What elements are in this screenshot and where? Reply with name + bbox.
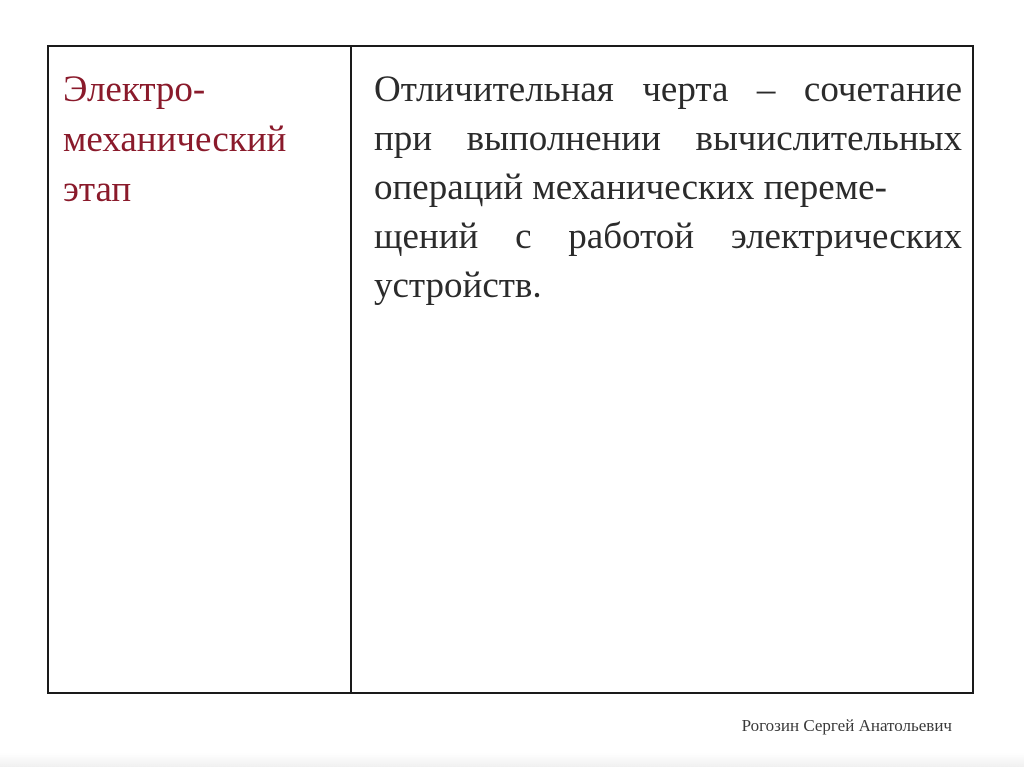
stage-title: Электро- механический этап [63, 69, 287, 210]
description-cell [352, 47, 972, 692]
author-footer: Рогозин Сергей Анатольевич [741, 716, 952, 735]
stage-cell [49, 47, 352, 692]
slide-bottom-shadow [0, 753, 1024, 767]
stage-description: Отличительная черта – сочетание при выполнении вычислительных операций механических переме- щений с работой электрических устройств. [374, 69, 962, 306]
content-table [47, 45, 974, 694]
